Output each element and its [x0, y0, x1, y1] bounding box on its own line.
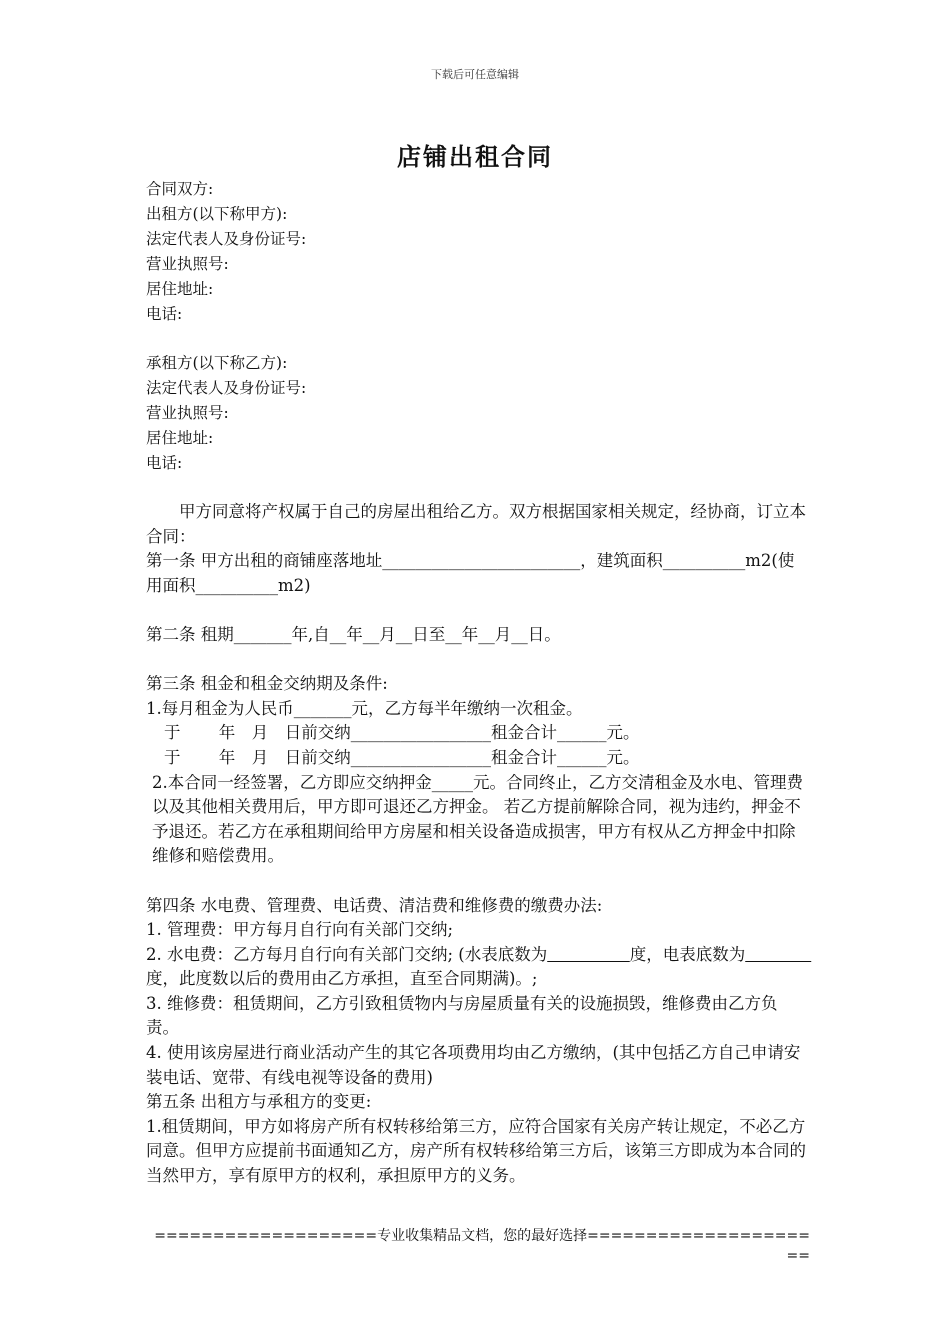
party-a-line: 营业执照号:: [146, 255, 229, 273]
article-4-item-2: [146, 943, 806, 992]
water-meter-blank: [547, 945, 630, 964]
electric-meter-blank: [745, 945, 811, 964]
party-a-line: 合同双方:: [146, 180, 214, 198]
article-5-title: 第五条 出租方与承租方的变更:: [146, 1092, 372, 1112]
article-2: 第二条 租期_______年,自__年__月__日至__年__月__日。: [146, 624, 561, 644]
article-4-item-2-text: 度，电表底数为: [629, 944, 746, 964]
party-b-line: 营业执照号:: [146, 404, 229, 422]
footer-banner: ===================专业收集精品文档，您的最好选择=====================: [154, 1228, 810, 1264]
article-4-item-3: 3. 维修费：租赁期间，乙方引致租赁物内与房屋质量有关的设施损毁，维修费由乙方负责。: [146, 993, 778, 1038]
article-4-item-1: 1. 管理费：甲方每月自行向有关部门交纳;: [146, 920, 454, 940]
intro-paragraph: 甲方同意将产权属于自己的房屋出租给乙方。双方根据国家相关规定，经协商，订立本合同：: [146, 502, 806, 546]
article-3-title: 第三条 租金和租金交纳期及条件:: [146, 674, 388, 694]
party-b-block: [146, 351, 306, 476]
party-b-line: 法定代表人及身份证号:: [146, 379, 307, 397]
header-note: 下载后可任意编辑: [431, 68, 519, 81]
document-title: 店铺出租合同: [397, 142, 553, 171]
party-b-line: 电话:: [146, 454, 183, 472]
party-b-line: 居住地址:: [146, 429, 214, 447]
party-b-line: 承租方(以下称乙方):: [146, 354, 288, 372]
article-4-item-2-text: 度，此度数以后的费用由乙方承担，直至合同期满)。;: [146, 969, 538, 989]
article-3-item-2: 2.本合同一经签署，乙方即应交纳押金_____元。合同终止，乙方交清租金及水电、管理费以及其他相关费用后，甲方即可退还乙方押金。 若乙方提前解除合同，视为违约，押金不予退还。若乙方在承租期间给甲方房屋和相关设备造成损害，甲方有权从乙方押金中扣除维修和赔偿费用。: [152, 772, 803, 866]
contract-body: [146, 500, 806, 1189]
party-a-line: 居住地址:: [146, 280, 214, 298]
article-4-title: 第四条 水电费、管理费、电话费、清洁费和维修费的缴费办法:: [146, 895, 603, 915]
party-a-block: [146, 177, 306, 327]
article-5-item-1: 1.租赁期间，甲方如将房产所有权转移给第三方，应符合国家有关房产转让规定，不必乙方同意。但甲方应提前书面通知乙方，房产所有权转移给第三方后，该第三方即成为本合同的当然甲方，享有原甲方的权利，承担原甲方的义务。: [146, 1116, 806, 1186]
party-a-line: 电话:: [146, 305, 183, 323]
article-4-item-2-text: 2. 水电费：乙方每月自行向有关部门交纳; (水表底数为: [146, 944, 548, 964]
article-3-payment-line: 于 年 月 日前交纳_________________租金合计______元。: [164, 723, 640, 743]
party-a-line: 法定代表人及身份证号:: [146, 230, 307, 248]
party-a-line: 出租方(以下称甲方):: [146, 205, 288, 223]
article-3-item-1: 1.每月租金为人民币_______元，乙方每半年缴纳一次租金。: [146, 698, 583, 718]
article-3-payment-line: 于 年 月 日前交纳_________________租金合计______元。: [164, 747, 640, 767]
article-4-item-4: 4. 使用该房屋进行商业活动产生的其它各项费用均由乙方缴纳，(其中包括乙方自己申请安装电话、宽带、有线电视等设备的费用): [146, 1043, 801, 1087]
article-1: 第一条 甲方出租的商铺座落地址________________________，建筑面积__________m2(使用面积__________m2): [146, 551, 795, 595]
